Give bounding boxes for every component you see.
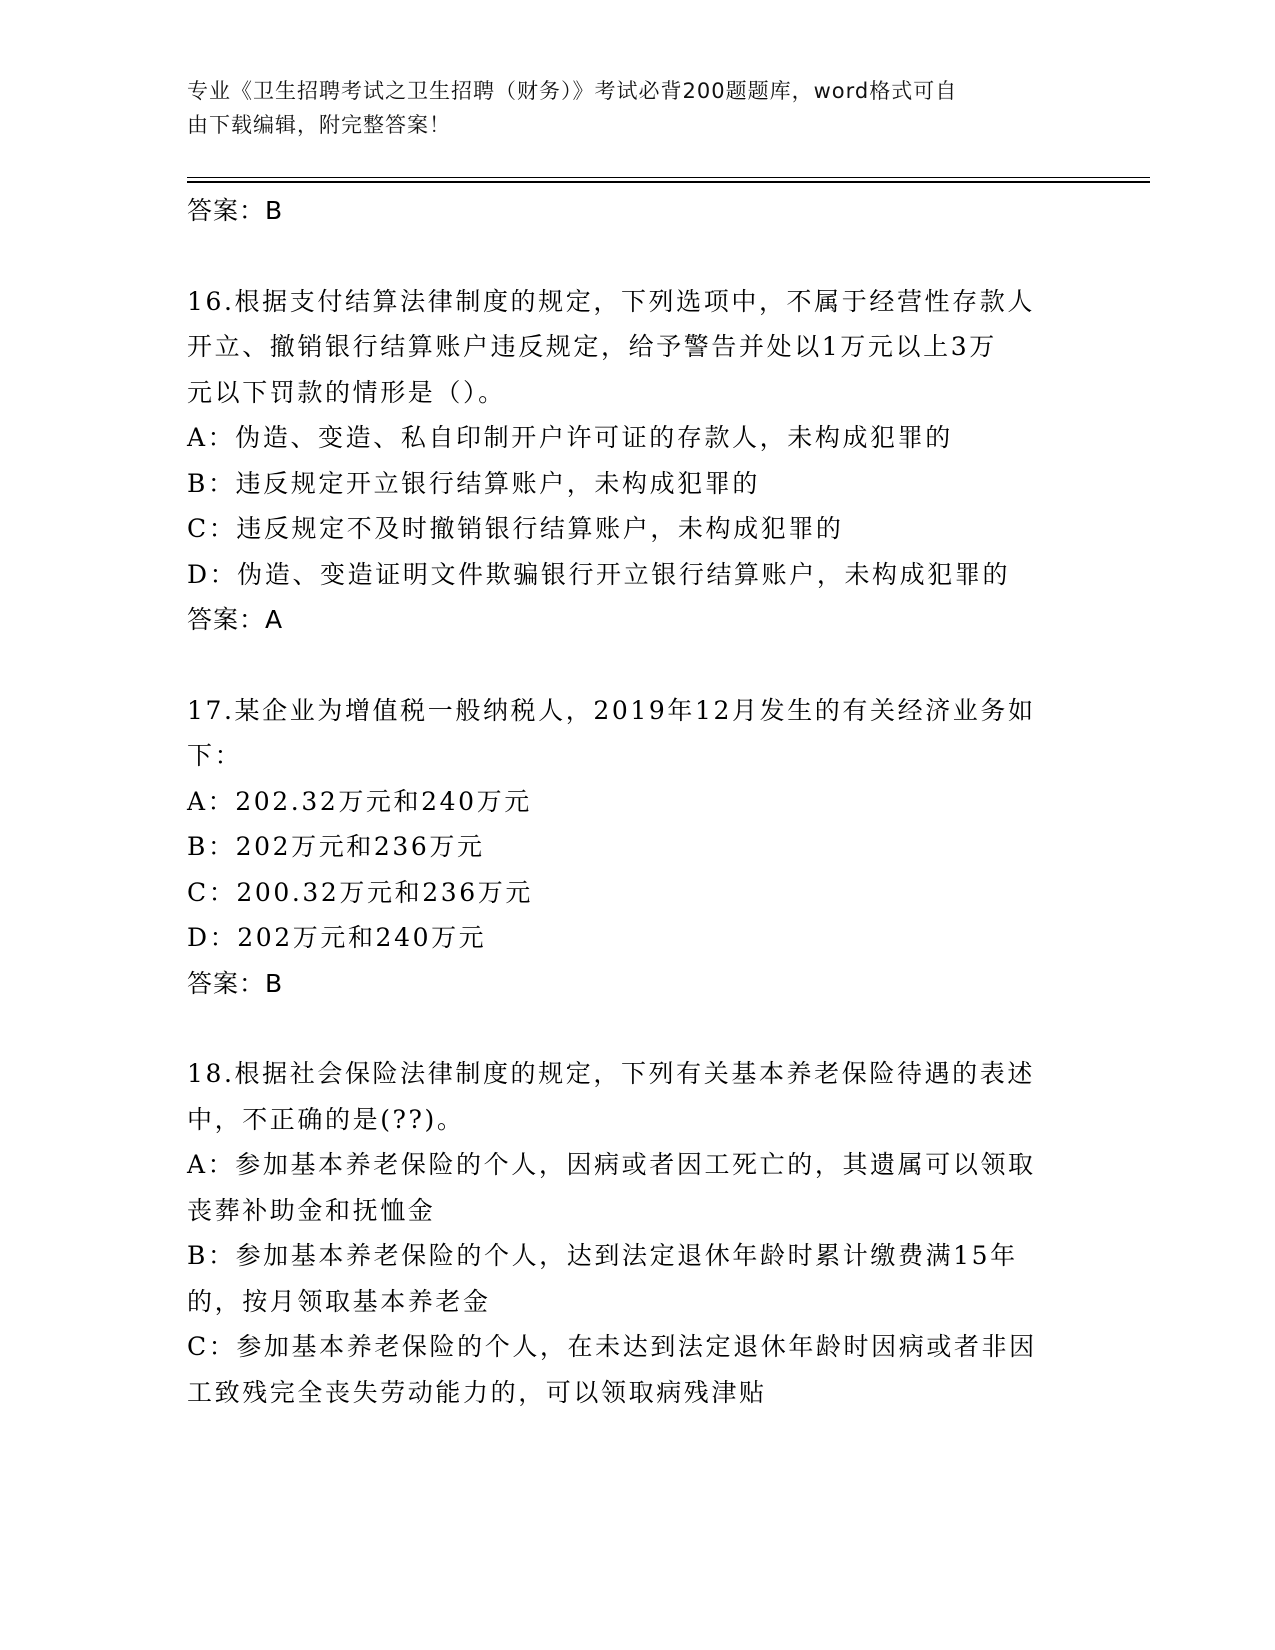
option-a: A：202.32万元和240万元 <box>187 786 532 816</box>
question-17 <box>187 688 1077 1007</box>
question-stem-line: 17.某企业为增值税一般纳税人，2019年12月发生的有关经济业务如 <box>187 695 1036 725</box>
option-a: A：伪造、变造、私自印制开户许可证的存款人，未构成犯罪的 <box>187 423 953 452</box>
question-stem-line: 18.根据社会保险法律制度的规定，下列有关基本养老保险待遇的表述 <box>187 1059 1035 1088</box>
option-c: C：参加基本养老保险的个人，在未达到法定退休年龄时因病或者非因 <box>187 1332 1037 1361</box>
header-line-1: 专业《卫生招聘考试之卫生招聘（财务）》考试必背200题题库，word格式可自 <box>187 79 958 103</box>
option-a: A：参加基本养老保险的个人，因病或者因工死亡的，其遗属可以领取 <box>187 1150 1036 1179</box>
option-c-continued: 工致残完全丧失劳动能力的，可以领取病残津贴 <box>187 1377 767 1407</box>
answer: 答案：A <box>187 605 284 634</box>
header-rule-thin <box>187 177 1150 178</box>
question-stem-line: 元以下罚款的情形是（）。 <box>187 377 506 407</box>
question-stem-line: 下： <box>187 741 243 770</box>
question-stem-line: 中，不正确的是(??)。 <box>187 1104 465 1134</box>
option-d: D：伪造、变造证明文件欺骗银行开立银行结算账户，未构成犯罪的 <box>187 559 1011 589</box>
question-stem-line: 16.根据支付结算法律制度的规定，下列选项中，不属于经营性存款人 <box>187 286 1035 316</box>
spacer <box>187 234 1077 279</box>
option-b: B：202万元和236万元 <box>187 832 485 861</box>
option-b: B：违反规定开立银行结算账户，未构成犯罪的 <box>187 468 760 498</box>
answer: 答案：B <box>187 968 284 998</box>
question-18 <box>187 1051 1077 1415</box>
spacer <box>187 1006 1077 1051</box>
header-rule-thick <box>187 181 1150 183</box>
option-c: C：违反规定不及时撤销银行结算账户，未构成犯罪的 <box>187 514 844 543</box>
header-line-2: 由下载编辑，附完整答案！ <box>187 113 451 137</box>
document-header <box>187 74 1067 142</box>
question-16 <box>187 279 1077 643</box>
option-d: D：202万元和240万元 <box>187 923 487 952</box>
option-c: C：200.32万元和236万元 <box>187 877 533 907</box>
option-a-continued: 丧葬补助金和抚恤金 <box>187 1195 436 1225</box>
document-body <box>187 188 1077 1415</box>
spacer <box>187 643 1077 688</box>
option-b-continued: 的，按月领取基本养老金 <box>187 1286 491 1316</box>
previous-answer: 答案：B <box>187 196 284 225</box>
question-stem-line: 开立、撤销银行结算账户违反规定，给予警告并处以1万元以上3万 <box>187 332 997 361</box>
option-b: B：参加基本养老保险的个人，达到法定退休年龄时累计缴费满15年 <box>187 1241 1018 1270</box>
